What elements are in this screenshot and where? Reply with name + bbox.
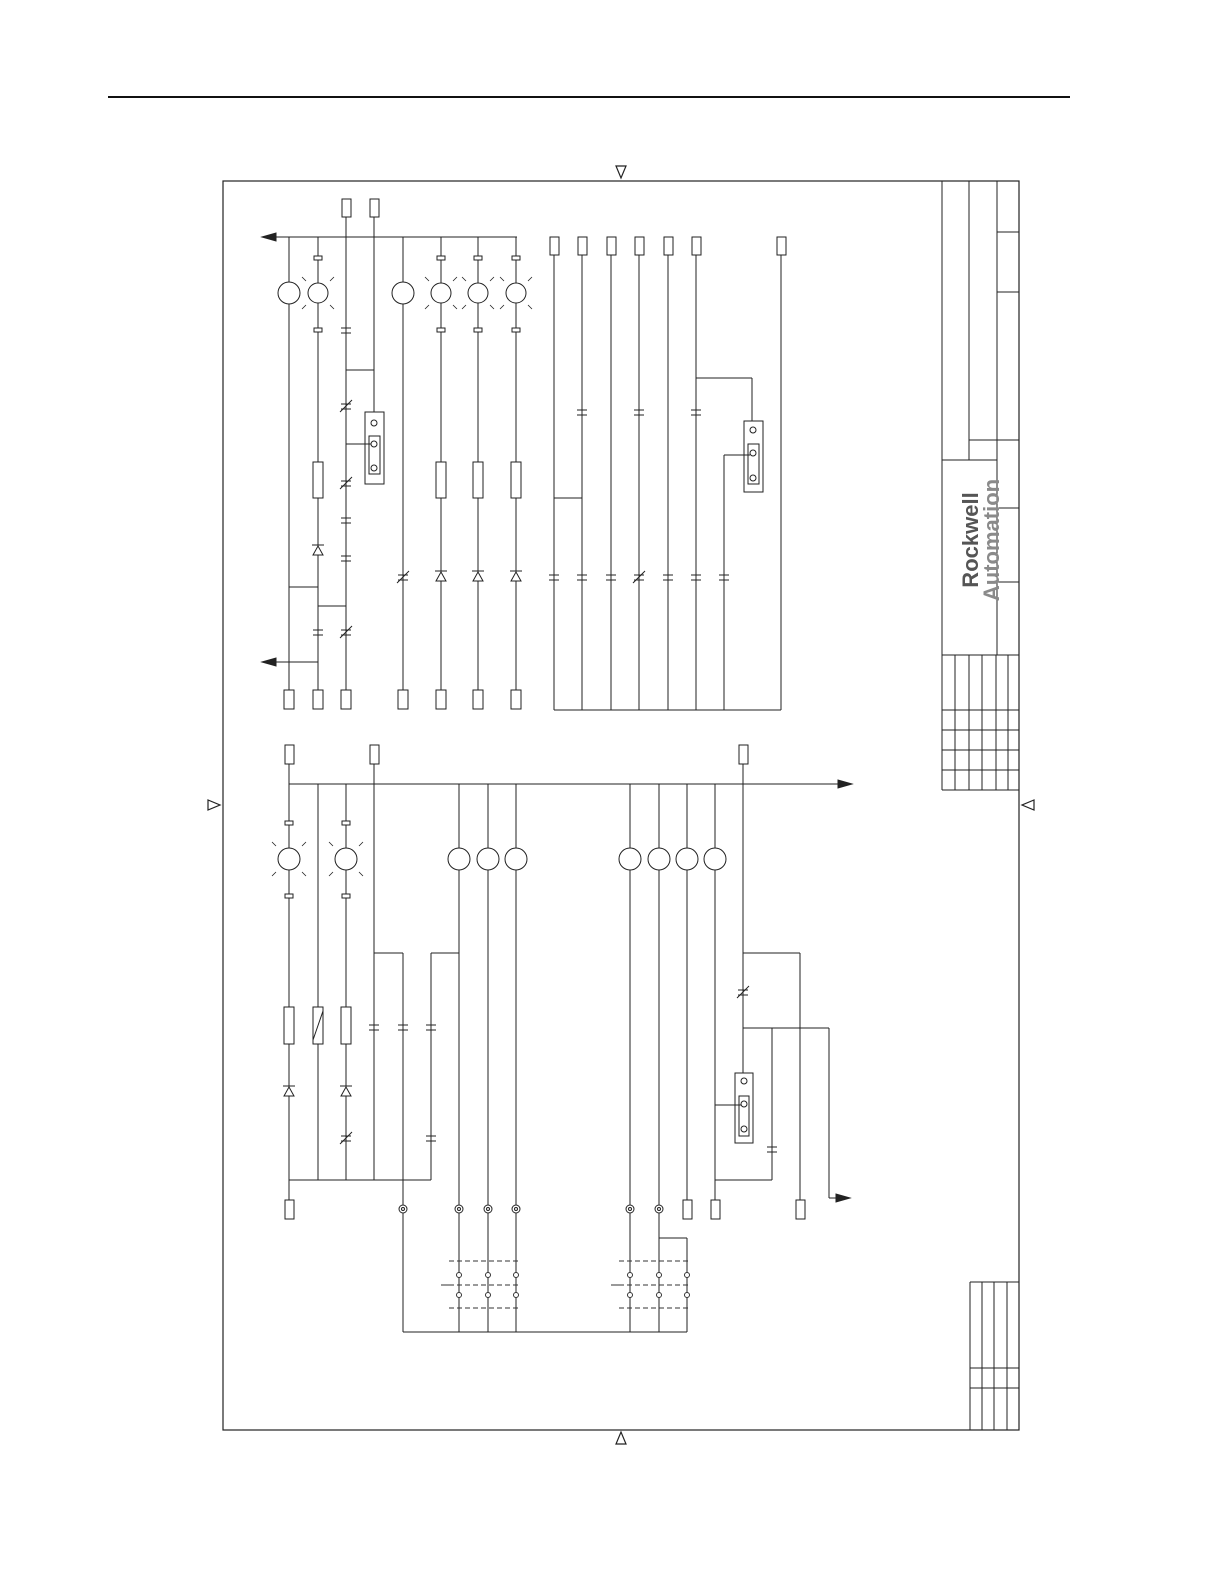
upper-right-circuit (549, 237, 786, 710)
upper-circuit (262, 199, 532, 709)
lower-circuit (272, 745, 852, 1332)
logo-line1: Rockwell (958, 492, 983, 588)
logo-line2: Automation (979, 478, 1004, 602)
rockwell-logo (958, 479, 1004, 601)
pushbutton-group (441, 1261, 691, 1308)
center-markers (208, 166, 1034, 1444)
drawing-border (223, 181, 1019, 1430)
title-block (942, 181, 1019, 1430)
